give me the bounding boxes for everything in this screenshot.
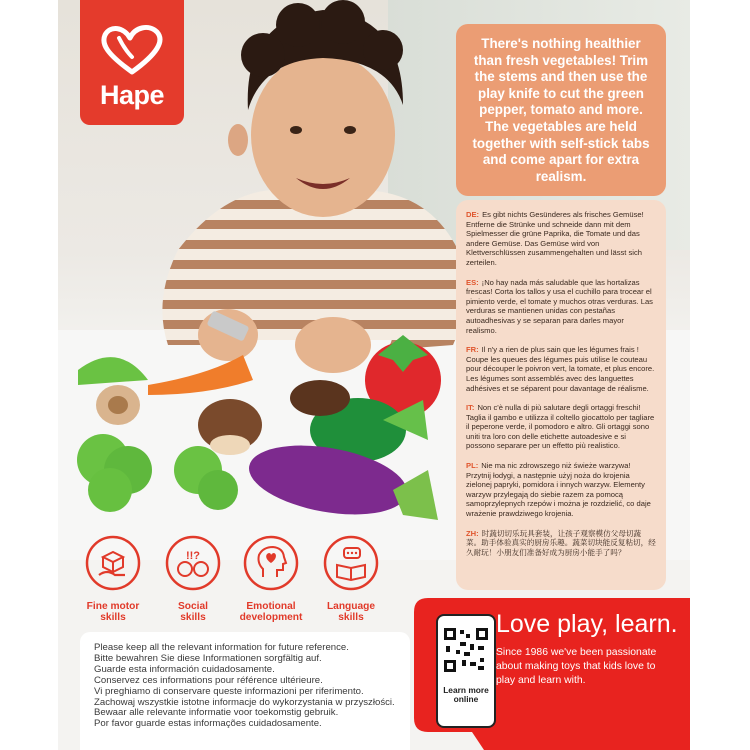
keep-information-notice [80, 632, 410, 750]
translation-fr: FR: Il n'y a rien de plus sain que les légumes frais ! Coupe les queues des légumes puis utilise le couteau pour découper le poivron vert, la tomate, et plus encore. Les légumes sont assemblés avec des languettes adhésives et se séparent pour davantage de réalisme. [466, 345, 655, 393]
brand-name: Hape [99, 80, 165, 110]
heart-logo-icon [97, 24, 167, 76]
notice-line: Vi preghiamo di conservare queste informazioni per riferimento. [94, 685, 364, 697]
qr-label: Learn more online [443, 685, 489, 705]
translation-zh: ZH: 时蔬切切乐玩具套装，让孩子观察模仿父母切蔬菜。助手体验真实的厨房乐趣。蔬菜切块能反复粘切，经久耐玩！小朋友们准备好成为厨房小能手了吗？ [466, 528, 656, 557]
translation-de: DE: Es gibt nichts Gesünderes als frisches Gemüse! Entferne die Strünke und schneide dann mit dem Spielmesser die grüne Paprika, die Tomate und das andere Gemüse. Das Gemüse wird von Klettverschlüssen zusammengehalten und lässt sich zerteilen. [466, 210, 644, 267]
skill-social [158, 535, 228, 623]
book-speech-icon [323, 535, 379, 591]
qr-code-card[interactable] [436, 614, 496, 728]
hape-logo [80, 0, 184, 125]
skill-fine-motor [78, 535, 148, 623]
translation-es: ES: ¡No hay nada más saludable que las hortalizas frescas! Corta los tallos y usa el cuchillo para trocear el pimiento verde, el tomate y muchos otras verduras. Las verduras se mantienen unidas con pestañas autoadhesivas y se separan para darles mayor realismo. [466, 277, 653, 335]
promo-text: Since 1986 we've been passionate about making toys that kids love to play and learn with. [496, 647, 657, 686]
notice-line: Por favor guarde estas informações cuidadosamente. [94, 718, 322, 730]
translations-panel [456, 200, 666, 590]
notice-line: Zachowaj wszystkie istotne informacje do wykorzystania w przyszłości. [94, 696, 395, 708]
love-play-learn-promo [414, 598, 690, 750]
translation-it: IT: Non c'è nulla di più salutare degli ortaggi freschi! Taglia il gambo e utilizza il coltello giocattolo per tagliare il peperone verde, il pomodoro e altro. Gli ortaggi sono uniti tra loro con delle etichette autoadesive e si possono separare per un effetto più realistico. [466, 403, 655, 451]
notice-line: Guarde esta información cuidadosamente. [94, 663, 275, 675]
svg-text:!!?: !!? [185, 550, 201, 562]
notice-line: Conservez ces informations pour référence ultérieure. [94, 674, 323, 686]
qr-code-icon [444, 628, 488, 672]
promo-title: Love play, learn. [496, 610, 678, 638]
skill-label: Language skills [326, 601, 376, 623]
headline-text: There's nothing healthier than fresh vegetables! Trim the stems and then use the play knife to cut the green pepper, tomato and more. The vegetables are held together with self-stick tabs and come apart for extra realism. [472, 36, 650, 184]
heart-head-icon [243, 535, 299, 591]
skill-label: Social skills [177, 601, 208, 623]
skill-emotional [236, 535, 306, 623]
notice-line: Bitte bewahren Sie diese Informationen sorgfältig auf. [94, 652, 322, 664]
hand-cube-icon [85, 535, 141, 591]
faces-icon [165, 535, 221, 591]
notice-line: Please keep all the relevant information for future reference. [94, 642, 349, 653]
skill-language [316, 535, 386, 623]
skill-label: Fine motor skills [86, 601, 140, 623]
skill-label: Emotional development [239, 601, 303, 623]
packaging-back [58, 0, 690, 750]
headline-panel [456, 24, 666, 196]
notice-line: Bewaar alle relevante informatie voor toekomstig gebruik. [94, 707, 339, 719]
translation-pl: PL: Nie ma nic zdrowszego niż świeże warzywa! Przytnij łodygi, a następnie użyj noża do krojenia zielonej papryki, pomidora i innych warzyw. Elementy warzyw przylegają do siebie razem za pomocą samoprzylepnych rzepów i można je rozdzielić, co daje wrażenie prawdziwego krojenia. [466, 461, 651, 519]
